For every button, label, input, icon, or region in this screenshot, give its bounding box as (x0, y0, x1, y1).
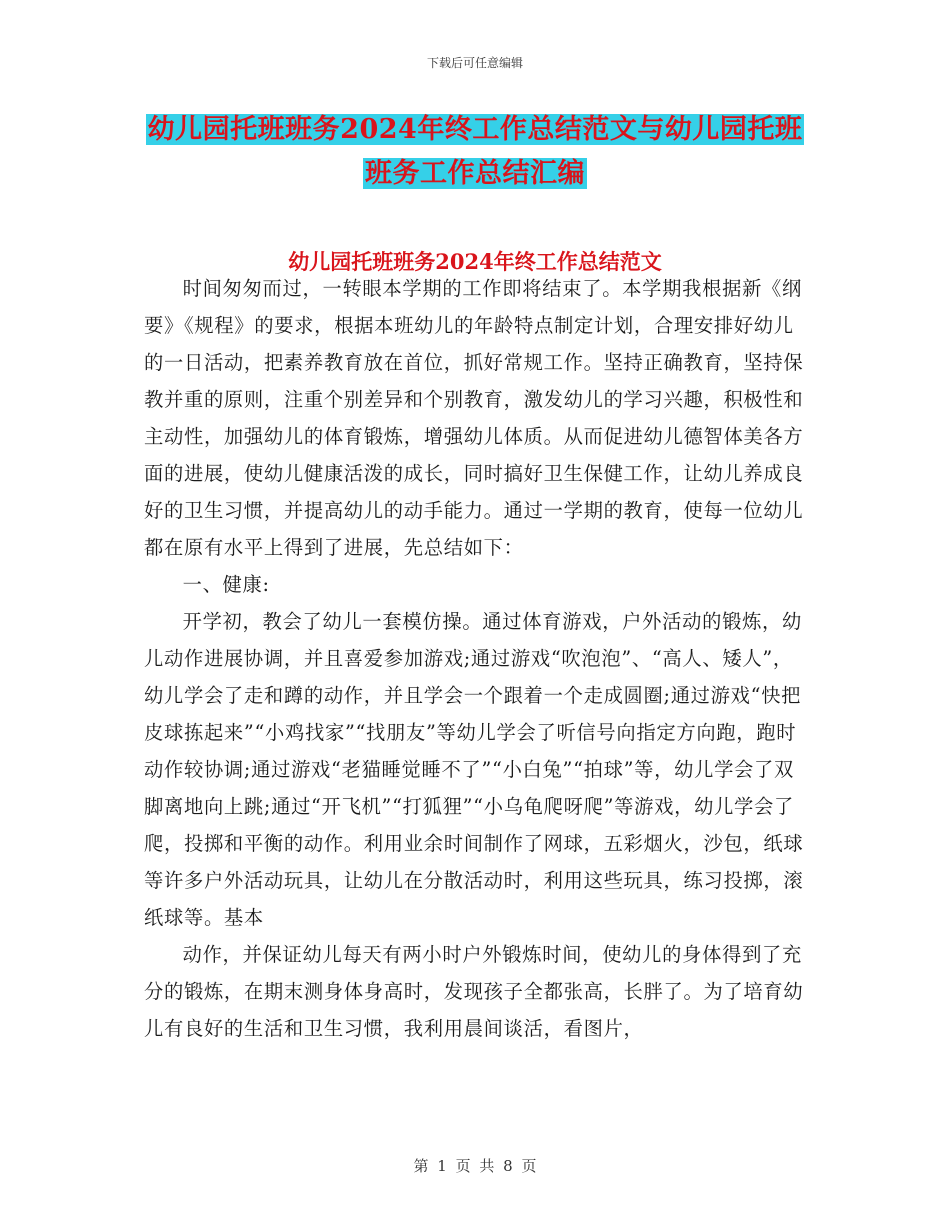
title-line-1: 幼儿园托班班务2024年终工作总结范文与幼儿园托班 (147, 114, 803, 145)
paragraph: 开学初，教会了幼儿一套模仿操。通过体育游戏，户外活动的锻炼，幼儿动作进展协调，并且喜爱参加游戏;通过游戏“吹泡泡”、“高人、矮人”， 幼儿学会了走和蹲的动作，并且学会一个跟着一个走成圆圈;通过游戏“快把皮球拣起来”“小鸡找家”“找朋友”等幼儿学会了听信号向指定方向跑，跑时动作较协调;通过游戏“老猫睡觉睡不了”“小白兔”“拍球”等，幼儿学会了双脚离地向上跳;通过“开飞机”“打狐狸”“小乌龟爬呀爬”等游戏，幼儿学会了爬，投掷和平衡的动作。利用业余时间制作了网球，五彩烟火，沙包，纸球等许多户外活动玩具，让幼儿在分散活动时，利用这些玩具，练习投掷，滚纸球等。基本 (144, 610, 804, 929)
header-note: 下载后可任意编辑 (426, 56, 523, 70)
paragraph-heading: 一、健康: (182, 573, 270, 596)
paragraph: 时间匆匆而过，一转眼本学期的工作即将结束了。本学期我根据新《纲要》《规程》的要求，根据本班幼儿的年龄特点制定计划，合理安排好幼儿的一日活动，把素养教育放在首位，抓好常规工作。坚持正确教育，坚持保教并重的原则，注重个别差异和个别教育，激发幼儿的学习兴趣，积极性和主动性，加强幼儿的体育锻炼，增强幼儿体质。从而促进幼儿德智体美各方面的进展，使幼儿健康活泼的成长，同时搞好卫生保健工作，让幼儿养成良好的卫生习惯，并提高幼儿的动手能力。通过一学期的教育，使每一位幼儿都在原有水平上得到了进展，先总结如下： (144, 277, 804, 559)
document-body (144, 270, 810, 1047)
document-title (0, 108, 950, 196)
paragraph: 动作，并保证幼儿每天有两小时户外锻炼时间，使幼儿的身体得到了充分的锻炼，在期末测身体身高时，发现孩子全都张高，长胖了。为了培育幼儿有良好的生活和卫生习惯，我利用晨间谈活，看图片， (144, 943, 804, 1040)
title-line-2: 班务工作总结汇编 (365, 158, 585, 189)
section-title: 幼儿园托班班务2024年终工作总结范文 (288, 249, 662, 274)
page-footer: 第 1 页 共 8 页 (413, 1157, 537, 1175)
